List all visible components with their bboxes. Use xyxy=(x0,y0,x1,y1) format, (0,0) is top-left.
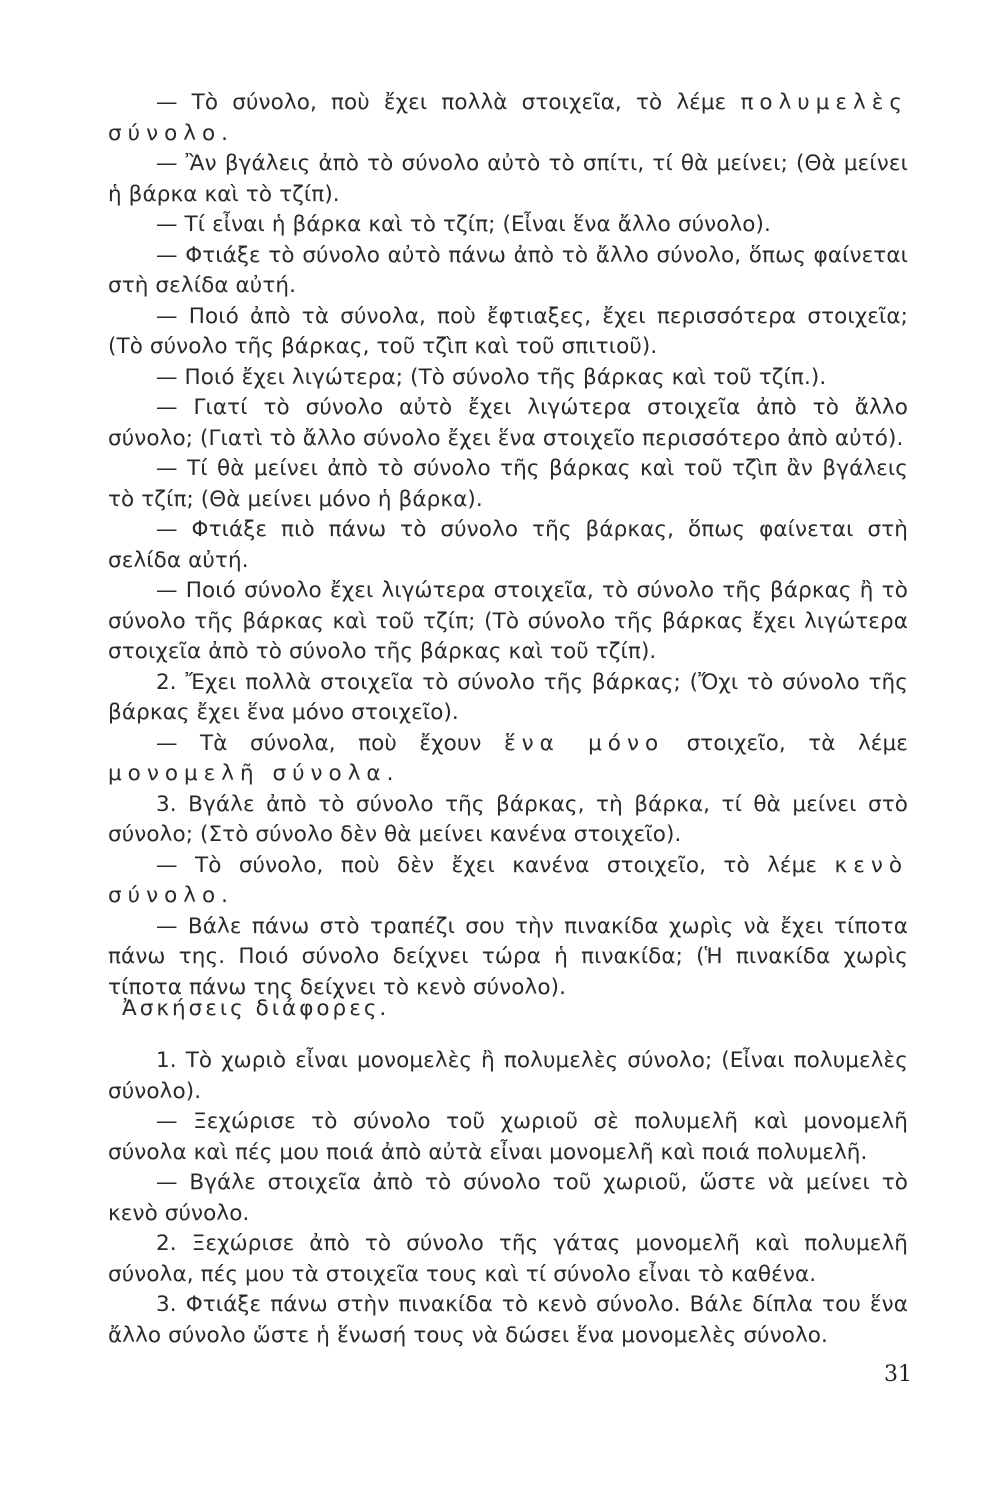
exercise-paragraph: 3. Φτιάξε πάνω στὴν πινακίδα τὸ κενὸ σύνολο. Βάλε δίπλα του ἕνα ἄλλο σύνολο ὥστε ἡ ἕνωσή τους νὰ δώσει ἕνα μονομελὲς σύνολο. xyxy=(108,1292,908,1348)
paragraph: — Τὰ σύνολα, ποὺ ἔχουν ἕνα μόνο στοιχεῖο, τὰ λέμε μονομελῆ σύνολα. xyxy=(108,730,909,786)
paragraph: — Ποιό ἔχει λιγώτερα; (Τὸ σύνολο τῆς βάρκας καὶ τοῦ τζίπ.). xyxy=(156,364,827,390)
spaced-term: ἕνα μόνο xyxy=(503,730,665,756)
paragraph: — Ποιό σύνολο ἔχει λιγώτερα στοιχεῖα, τὸ σύνολο τῆς βάρκας ἢ τὸ σύνολο τῆς βάρκας καὶ τοῦ τζίπ; (Τὸ σύνολο τῆς βάρκας ἔχει λιγώτερα στοιχεῖα ἀπὸ τὸ σύνολο τῆς βάρκας καὶ τοῦ τζίπ). xyxy=(108,578,908,664)
paragraph: 3. Βγάλε ἀπὸ τὸ σύνολο τῆς βάρκας, τὴ βάρκα, τί θὰ μείνει στὸ σύνολο; (Στὸ σύνολο δὲν θὰ μείνει κανένα στοιχεῖο). xyxy=(108,791,908,847)
paragraph: — Τὸ σύνολο, ποὺ ἔχει πολλὰ στοιχεῖα, τὸ λέμε πολυμελὲς σύνολο. xyxy=(108,90,908,146)
paragraph: — Γιατί τὸ σύνολο αὐτὸ ἔχει λιγώτερα στοιχεῖα ἀπὸ τὸ ἄλλο σύνολο; (Γιατὶ τὸ ἄλλο σύνολο ἔχει ἕνα στοιχεῖο περισσότερο ἀπὸ αὐτό). xyxy=(108,395,908,451)
exercise-paragraph: 2. Ξεχώρισε ἀπὸ τὸ σύνολο τῆς γάτας μονομελῆ καὶ πολυμελῆ σύνολα, πές μου τὰ στοιχεῖα τους καὶ τί σύνολο εἶναι τὸ καθένα. xyxy=(108,1231,908,1287)
paragraph: — Βάλε πάνω στὸ τραπέζι σου τὴν πινακίδα χωρὶς νὰ ἔχει τίποτα πάνω της. Ποιό σύνολο δείχνει τώρα ἡ πινακίδα; (Ἡ πινακίδα χωρὶς τίποτα πάνω της δείχνει τὸ κενὸ σύνολο). xyxy=(108,913,908,1000)
paragraph: — Φτιάξε πιὸ πάνω τὸ σύνολο τῆς βάρκας, ὅπως φαίνεται στὴ σελίδα αὐτή. xyxy=(108,517,908,573)
spaced-term: κενὸ σύνολο xyxy=(108,852,908,908)
main-text xyxy=(108,88,908,1003)
paragraph: — Τὸ σύνολο, ποὺ δὲν ἔχει κανένα στοιχεῖο, τὸ λέμε κενὸ σύνολο. xyxy=(108,852,908,908)
paragraph: — Τί θὰ μείνει ἀπὸ τὸ σύνολο τῆς βάρκας καὶ τοῦ τζὶπ ἂν βγάλεις τὸ τζίπ; (Θὰ μείνει μόνο ἡ βάρκα). xyxy=(108,456,908,512)
exercises-text xyxy=(108,1046,908,1351)
spaced-term: μονομελῆ σύνολα xyxy=(108,761,387,786)
paragraph: — Ποιό ἀπὸ τὰ σύνολα, ποὺ ἔφτιαξες, ἔχει περισσότερα στοιχεῖα; (Τὸ σύνολο τῆς βάρκας, τοῦ τζὶπ καὶ τοῦ σπιτιοῦ). xyxy=(108,303,908,359)
exercises-heading: Ἀσκήσεις διάφορες. xyxy=(122,996,390,1021)
spaced-term: πολυμελὲς σύνολο xyxy=(108,90,908,146)
paragraph: — Τί εἶναι ἡ βάρκα καὶ τὸ τζίπ; (Εἶναι ἕνα ἄλλο σύνολο). xyxy=(156,212,771,237)
exercise-paragraph: — Ξεχώρισε τὸ σύνολο τοῦ χωριοῦ σὲ πολυμελῆ καὶ μονομελῆ σύνολα καὶ πές μου ποιά ἀπὸ αὐτὰ εἶναι μονομελῆ καὶ ποιά πολυμελῆ. xyxy=(108,1109,908,1165)
paragraph: — Φτιάξε τὸ σύνολο αὐτὸ πάνω ἀπὸ τὸ ἄλλο σύνολο, ὅπως φαίνεται στὴ σελίδα αὐτή. xyxy=(108,242,908,298)
paragraph: — Ἂν βγάλεις ἀπὸ τὸ σύνολο αὐτὸ τὸ σπίτι, τί θὰ μείνει; (Θὰ μείνει ἡ βάρκα καὶ τὸ τζίπ). xyxy=(108,151,908,207)
page-number: 31 xyxy=(884,1362,912,1387)
exercise-paragraph: — Βγάλε στοιχεῖα ἀπὸ τὸ σύνολο τοῦ χωριοῦ, ὥστε νὰ μείνει τὸ κενὸ σύνολο. xyxy=(108,1170,908,1226)
paragraph: 2. Ἔχει πολλὰ στοιχεῖα τὸ σύνολο τῆς βάρκας; (Ὄχι τὸ σύνολο τῆς βάρκας ἔχει ἕνα μόνο στοιχεῖο). xyxy=(108,669,908,725)
exercise-paragraph: 1. Τὸ χωριὸ εἶναι μονομελὲς ἢ πολυμελὲς σύνολο; (Εἶναι πολυμελὲς σύνολο). xyxy=(108,1048,908,1104)
